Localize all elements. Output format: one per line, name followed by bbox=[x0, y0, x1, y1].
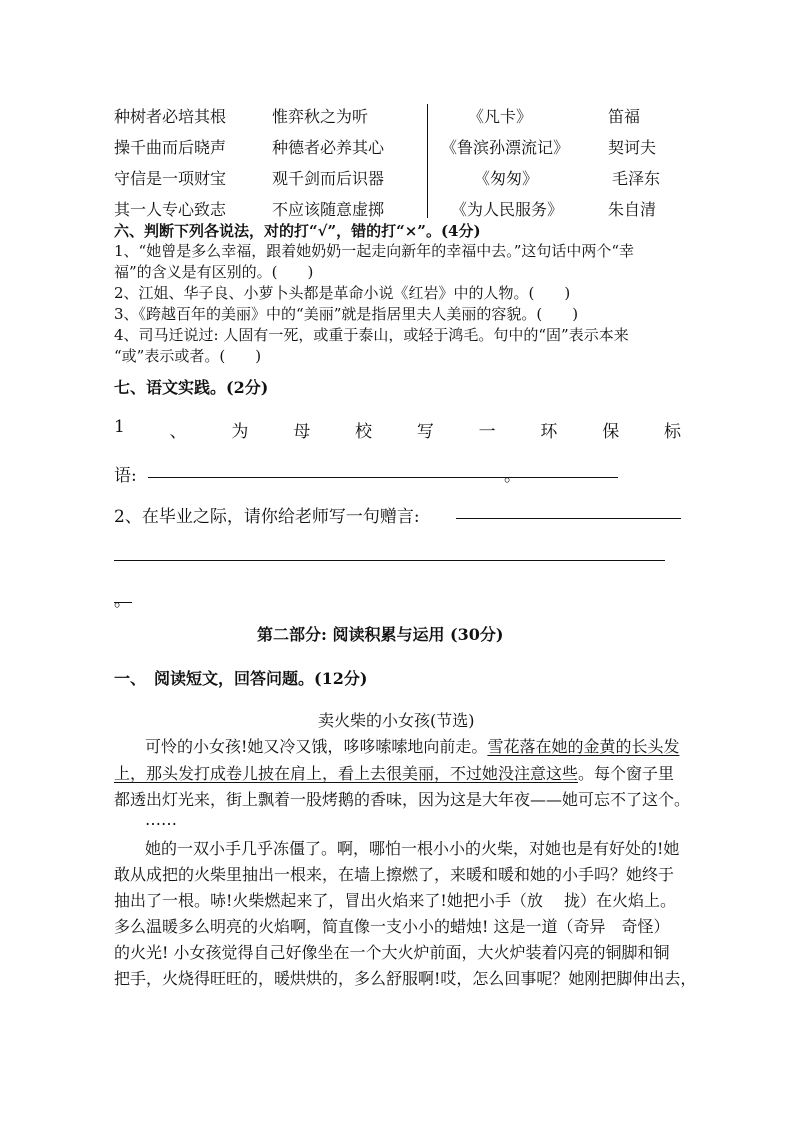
match-col3-item-2: 《鲁滨孙漂流记》 bbox=[441, 138, 570, 157]
match-col1-item-4: 其一人专心致志 bbox=[114, 200, 227, 219]
passage-p1-line3: 都透出灯光来，街上飘着一股烤鹅的香味，因为这是大年夜——她可忘不了这个。 bbox=[114, 790, 691, 809]
match-col4-item-4: 朱自清 bbox=[608, 200, 657, 219]
section6-heading: 六、判断下列各说法，对的打“√”，错的打“×”。(4分) bbox=[114, 222, 481, 240]
passage-p2-line1: 她的一双小手几乎冻僵了。啊，哪怕一根小小的火柴，对她也是有好处的!她 bbox=[145, 839, 680, 858]
passage-p2-line4: 多么温暖多么明亮的火焰啊，简直像一支小小的蜡烛! 这是一道（奇异 奇怪） bbox=[114, 917, 670, 936]
match-col4-item-1: 笛福 bbox=[608, 107, 641, 126]
match-col3-item-1: 《凡卡》 bbox=[468, 107, 533, 126]
matching-divider bbox=[427, 104, 428, 218]
q1-char: 1 bbox=[114, 417, 125, 437]
q1-char: 环 bbox=[540, 422, 558, 442]
passage-text: 可怜的小女孩!她又冷又饿，哆哆嗦嗦地向前走。 bbox=[145, 737, 488, 756]
q1-char: 一 bbox=[478, 422, 496, 442]
q1-char: 校 bbox=[355, 422, 373, 442]
passage-ellipsis: …… bbox=[145, 810, 177, 829]
message-answer-line-1[interactable] bbox=[456, 518, 681, 519]
underlined-sentence: 上，那头发打成卷儿披在肩上，看上去很美丽，不过她没注意这些 bbox=[114, 764, 579, 783]
section6-q2: 2、江姐、华子良、小萝卜头都是革命小说《红岩》中的人物。( ) bbox=[114, 284, 571, 302]
section6-q3: 3、《跨越百年的美丽》中的“美丽”就是指居里夫人美丽的容貌。( ) bbox=[114, 305, 579, 323]
slogan-answer-line[interactable] bbox=[148, 477, 618, 478]
section7-q1-line1 bbox=[114, 417, 681, 442]
q1-char: 母 bbox=[293, 422, 311, 442]
message-period: 。 bbox=[114, 591, 131, 611]
q1-char: 标 bbox=[664, 422, 681, 442]
match-col1-item-1: 种树者必培其根 bbox=[114, 107, 227, 126]
match-col1-item-2: 操千曲而后晓声 bbox=[114, 138, 227, 157]
match-col2-item-1: 惟弈秋之为听 bbox=[272, 107, 369, 126]
underlined-sentence: 雪花落在她的金黄的长头发 bbox=[487, 737, 680, 756]
match-col3-item-3: 《匆匆》 bbox=[474, 169, 539, 188]
match-col2-item-3: 观千剑而后识器 bbox=[272, 169, 385, 188]
message-answer-line-2[interactable] bbox=[114, 560, 665, 561]
passage-p2-line3: 抽出了一根。哧!火柴燃起来了，冒出火焰来了!她把小手（放 拢）在火焰上。 bbox=[114, 891, 676, 910]
passage-p2-line2: 敢从成把的火柴里抽出一根来，在墙上擦燃了，来暖和暖和她的小手吗？她终于 bbox=[114, 865, 675, 884]
passage-text: 。每个窗子里 bbox=[578, 764, 675, 783]
q1-char: 保 bbox=[602, 422, 620, 442]
passage-p1-line2 bbox=[114, 761, 674, 784]
section7-q1-line2-label: 语: bbox=[114, 466, 137, 486]
section6-q1-line1: 1、“她曾是多么幸福，跟着她奶奶一起走向新年的幸福中去。”这句话中两个“幸 bbox=[114, 242, 635, 260]
passage-title: 卖火柴的小女孩(节选) bbox=[318, 711, 475, 730]
match-col4-item-2: 契诃夫 bbox=[608, 138, 657, 157]
section6-q4-line2: “或”表示或者。( ) bbox=[114, 347, 262, 365]
match-col1-item-3: 守信是一项财宝 bbox=[114, 169, 227, 188]
section7-q2: 2、在毕业之际，请你给老师写一句赠言: bbox=[114, 507, 420, 527]
match-col2-item-4: 不应该随意虚掷 bbox=[272, 200, 385, 219]
passage-p2-line6: 把手，火烧得旺旺的，暖烘烘的，多么舒服啊!哎，怎么回事呢？她刚把脚伸出去， bbox=[114, 969, 697, 988]
q1-char: 写 bbox=[416, 422, 434, 442]
passage-p1-line1 bbox=[145, 734, 679, 757]
match-col3-item-4: 《为人民服务》 bbox=[451, 200, 564, 219]
q1-char: 、 bbox=[169, 422, 187, 442]
section7-heading: 七、语文实践。(2分) bbox=[114, 378, 269, 397]
match-col2-item-2: 种德者必养其心 bbox=[272, 138, 385, 157]
section6-q1-line2: 福”的含义是有区别的。( ) bbox=[114, 263, 314, 281]
message-answer-line-3[interactable] bbox=[114, 602, 132, 603]
part2-heading: 第二部分: 阅读积累与运用 (30分) bbox=[257, 625, 504, 644]
slogan-period: 。 bbox=[504, 466, 521, 486]
match-col4-item-3: 毛泽东 bbox=[612, 169, 661, 188]
q1-char: 为 bbox=[231, 422, 249, 442]
section6-q4-line1: 4、司马迁说过: 人固有一死，或重于泰山，或轻于鸿毛。句中的“固”表示本来 bbox=[114, 326, 629, 344]
passage-p2-line5: 的火光! 小女孩觉得自己好像坐在一个大火炉前面，大火炉装着闪亮的铜脚和铜 bbox=[114, 943, 670, 962]
part2-section1-heading: 一、 阅读短文，回答问题。(12分) bbox=[114, 669, 368, 688]
